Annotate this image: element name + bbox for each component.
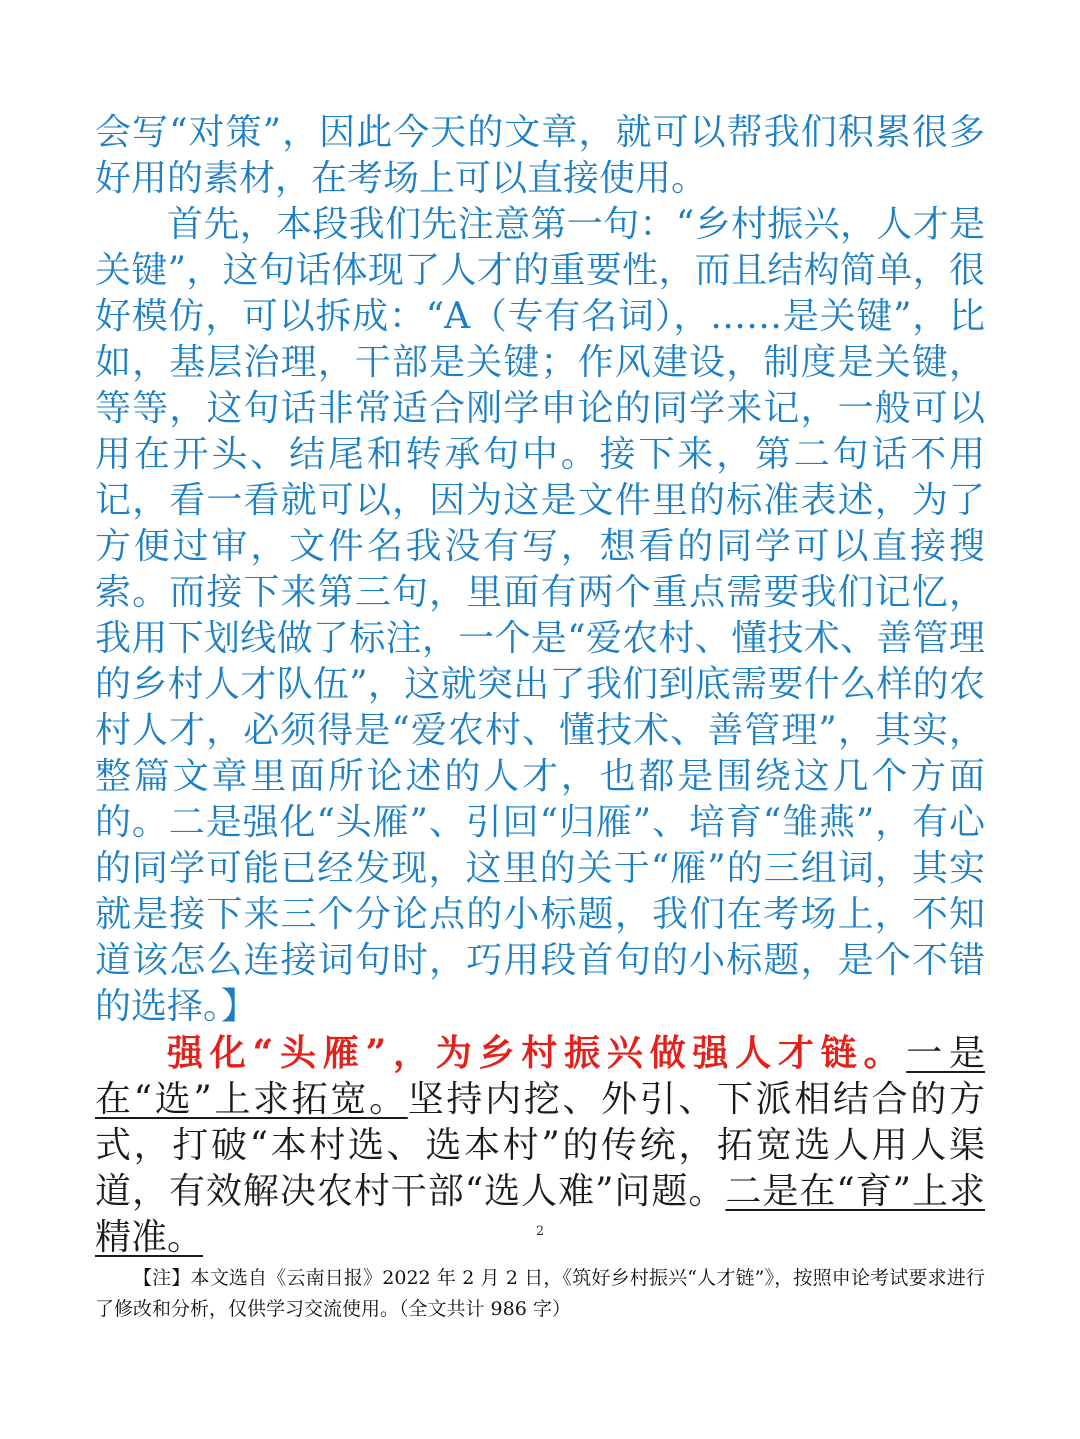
point-two-underlined: 二是在“育”上求精准。 <box>95 1171 985 1258</box>
page-number: 2 <box>535 1224 545 1239</box>
analysis-paragraph: 首先，本段我们先注意第一句：“乡村振兴，人才是关键”，这句话体现了人才的重要性，而且结构简单，很好模仿，可以拆成：“A（专有名词），……是关键”，比如，基层治理，干部是关键；作风建设，制度是关键，等等，这句话非常适合刚学申论的同学来记，一般可以用在开头、结尾和转承句中。接下来，第二句话不用记，看一看就可以，因为这是文件里的标准表述，为了方便过审，文件名我没有写，想看的同学可以直接搜索。而接下来第三句，里面有两个重点需要我们记忆，我用下划线做了标注，一个是“爱农村、懂技术、善管理的乡村人才队伍”，这就突出了我们到底需要什么样的农村人才，必须得是“爱农村、懂技术、善管理”，其实，整篇文章里面所论述的人才，也都是围绕这几个方面的。二是强化“头雁”、引回“归雁”、培育“雏燕”，有心的同学可能已经发现，这里的关于“雁”的三组词，其实就是接下来三个分论点的小标题，我们在考场上，不知道该怎么连接词句时，巧用段首句的小标题，是个不错的选择。】 <box>95 204 985 1027</box>
footnote: 【注】本文选自《云南日报》2022 年 2 月 2 日，《筑好乡村振兴“人才链”》，按照申论考试要求进行了修改和分析，仅供学习交流使用。（全文共计 986 字） <box>95 1267 985 1320</box>
intro-paragraph: 会写“对策”，因此今天的文章，就可以帮我们积累很多好用的素材，在考场上可以直接使用。 <box>95 112 985 199</box>
point-one-underlined: 一是在“选”上求拓宽。 <box>95 1033 985 1120</box>
point-one-text: 坚持内挖、外引、下派相结合的方式，打破“本村选、选本村”的传统，拓宽选人用人渠道，有效解决农村干部“选人难”问题。 <box>95 1079 985 1212</box>
section-heading: 强化“头雁”，为乡村振兴做强人才链。 <box>167 1032 907 1074</box>
